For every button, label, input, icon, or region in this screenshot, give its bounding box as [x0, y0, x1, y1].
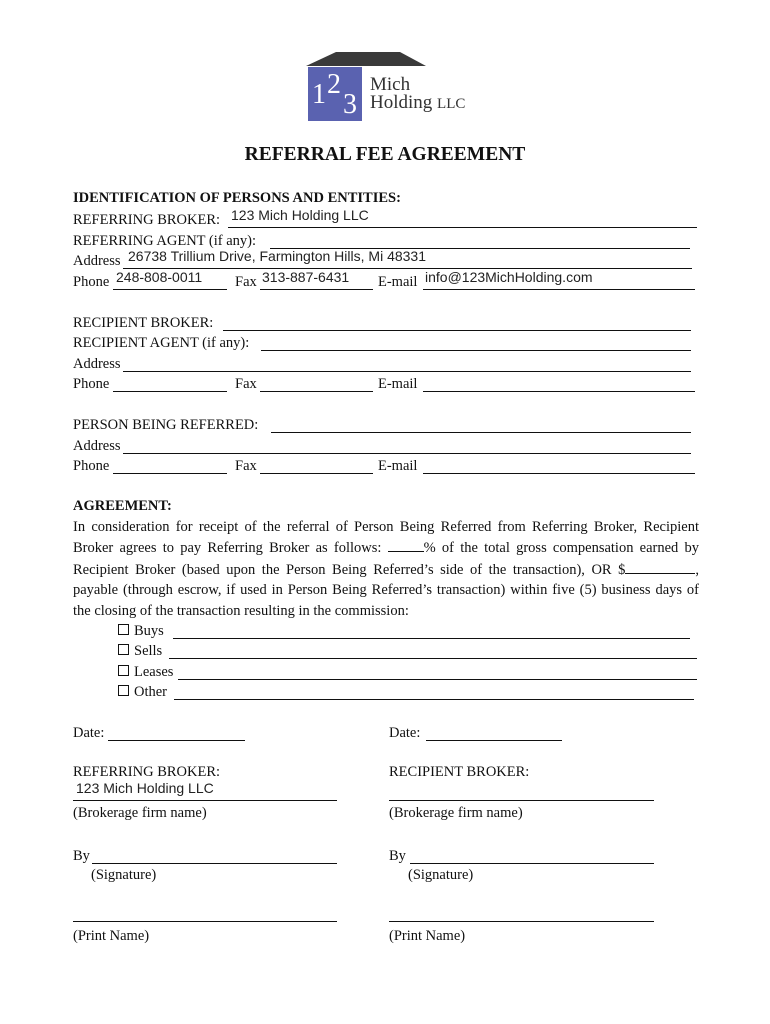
- option-buys-label: Buys: [134, 623, 164, 639]
- recipient-agent-field[interactable]: [261, 333, 691, 351]
- left-firm-field[interactable]: [73, 780, 337, 801]
- recipient-address-label: Address: [73, 356, 121, 372]
- left-print-name-caption: (Print Name): [73, 928, 150, 944]
- referred-fax-field[interactable]: [260, 456, 373, 474]
- referred-address-field[interactable]: [123, 436, 691, 454]
- company-logo: [304, 50, 474, 125]
- right-signature-field[interactable]: [410, 846, 654, 864]
- right-by-label: By: [389, 848, 406, 864]
- option-leases-field[interactable]: [178, 662, 697, 680]
- option-sells-row: [118, 641, 698, 661]
- right-print-name-field[interactable]: [389, 904, 654, 922]
- referred-email-label: E-mail: [378, 458, 418, 474]
- right-date-row: [389, 723, 669, 743]
- agreement-text-part3: , payable (through escrow, if used in Person Being Referred’s transaction) within five (5) business days of the closing of the transaction resulting in the commission:: [73, 561, 699, 619]
- option-sells-field[interactable]: [169, 641, 697, 659]
- referring-email-value: info@123MichHolding.com: [425, 269, 593, 285]
- recipient-fax-label: Fax: [235, 376, 257, 392]
- recipient-agent-label: RECIPIENT AGENT (if any):: [73, 335, 250, 351]
- left-by-row: [73, 846, 353, 866]
- referring-phone-label: Phone: [73, 274, 110, 290]
- amount-field[interactable]: [625, 559, 695, 574]
- agreement-paragraph: [73, 517, 699, 621]
- referring-email-label: E-mail: [378, 274, 418, 290]
- referring-phone-field[interactable]: [113, 269, 227, 290]
- right-firm-field[interactable]: [389, 783, 654, 801]
- recipient-email-field[interactable]: [423, 374, 695, 392]
- referred-phone-label: Phone: [73, 458, 110, 474]
- recipient-broker-row: [73, 313, 699, 333]
- referred-fax-label: Fax: [235, 458, 257, 474]
- referring-broker-field[interactable]: [228, 207, 697, 228]
- left-referring-broker-label: REFERRING BROKER:: [73, 764, 221, 780]
- referred-person-row: [73, 415, 699, 435]
- referring-agent-label: REFERRING AGENT (if any):: [73, 233, 256, 249]
- left-date-row: [73, 723, 353, 743]
- referred-contact-row: [73, 456, 699, 476]
- recipient-email-label: E-mail: [378, 376, 418, 392]
- right-date-label: Date:: [389, 725, 421, 741]
- referred-address-row: [73, 436, 699, 456]
- option-buys-item: [118, 621, 164, 641]
- right-recipient-broker-label: RECIPIENT BROKER:: [389, 764, 530, 780]
- option-leases-item: [118, 662, 173, 682]
- option-other-field[interactable]: [174, 682, 694, 700]
- left-print-name-field[interactable]: [73, 904, 337, 922]
- left-firm-caption: (Brokerage firm name): [73, 805, 207, 821]
- percent-field[interactable]: [388, 537, 424, 552]
- referring-fax-label: Fax: [235, 274, 257, 290]
- referred-phone-field[interactable]: [113, 456, 227, 474]
- other-checkbox[interactable]: [118, 685, 129, 696]
- agreement-heading: AGREEMENT:: [73, 498, 172, 514]
- buys-checkbox[interactable]: [118, 624, 129, 635]
- option-leases-row: [118, 662, 698, 682]
- logo-name-line2: Holding LLC: [370, 92, 466, 113]
- referred-person-field[interactable]: [271, 415, 691, 433]
- left-by-label: By: [73, 848, 90, 864]
- recipient-fax-field[interactable]: [260, 374, 373, 392]
- recipient-phone-field[interactable]: [113, 374, 227, 392]
- sells-checkbox[interactable]: [118, 644, 129, 655]
- logo-number-box: 1 2 3: [308, 67, 362, 121]
- referring-broker-value: 123 Mich Holding LLC: [231, 207, 369, 223]
- agreement-text-part1: In consideration for receipt of the referral of Person Being Referred from Referring Broker, Recipient Broker agrees to pay Referring Broker as follows:: [73, 519, 699, 557]
- option-leases-label: Leases: [134, 664, 174, 680]
- recipient-broker-field[interactable]: [223, 313, 691, 331]
- document-title: REFERRAL FEE AGREEMENT: [244, 144, 526, 165]
- referred-person-label: PERSON BEING REFERRED:: [73, 417, 259, 433]
- agreement-text-part2: % of the total gross compensation earned by Recipient Broker (based upon the Person Being Referred’s side of the transaction), OR $: [73, 540, 700, 578]
- left-signature-caption: (Signature): [91, 867, 157, 883]
- referring-broker-label: REFERRING BROKER:: [73, 212, 221, 228]
- referring-email-field[interactable]: [423, 269, 695, 290]
- logo-name-line1: Mich: [370, 74, 411, 95]
- leases-checkbox[interactable]: [118, 665, 129, 676]
- recipient-agent-row: [73, 333, 699, 353]
- referring-phone-value: 248-808-0011: [116, 269, 203, 285]
- right-signature-caption: (Signature): [408, 867, 474, 883]
- referred-address-label: Address: [73, 438, 121, 454]
- right-date-field[interactable]: [426, 723, 562, 741]
- referring-address-value: 26738 Trillium Drive, Farmington Hills, Mi 48331: [128, 248, 426, 264]
- referred-email-field[interactable]: [423, 456, 695, 474]
- referring-broker-row: [73, 207, 699, 230]
- recipient-contact-row: [73, 374, 699, 394]
- recipient-address-field[interactable]: [123, 354, 691, 372]
- left-firm-value: 123 Mich Holding LLC: [76, 780, 214, 796]
- referring-address-field[interactable]: [123, 248, 692, 269]
- recipient-broker-label: RECIPIENT BROKER:: [73, 315, 214, 331]
- referring-address-label: Address: [73, 253, 121, 269]
- left-signature-field[interactable]: [92, 846, 337, 864]
- left-date-field[interactable]: [108, 723, 245, 741]
- identification-heading: IDENTIFICATION OF PERSONS AND ENTITIES:: [73, 190, 401, 206]
- option-sells-label: Sells: [134, 643, 163, 659]
- referring-fax-field[interactable]: [260, 269, 373, 290]
- recipient-address-row: [73, 354, 699, 374]
- right-print-name-caption: (Print Name): [389, 928, 466, 944]
- right-by-row: [389, 846, 669, 866]
- option-buys-field[interactable]: [173, 621, 690, 639]
- option-sells-item: [118, 641, 162, 661]
- option-buys-row: [118, 621, 698, 641]
- option-other-row: [118, 682, 698, 702]
- left-date-label: Date:: [73, 725, 105, 741]
- recipient-phone-label: Phone: [73, 376, 110, 392]
- option-other-label: Other: [134, 684, 168, 700]
- option-other-item: [118, 682, 167, 702]
- referring-contact-row: [73, 269, 699, 292]
- referring-fax-value: 313-887-6431: [262, 269, 350, 285]
- right-firm-caption: (Brokerage firm name): [389, 805, 523, 821]
